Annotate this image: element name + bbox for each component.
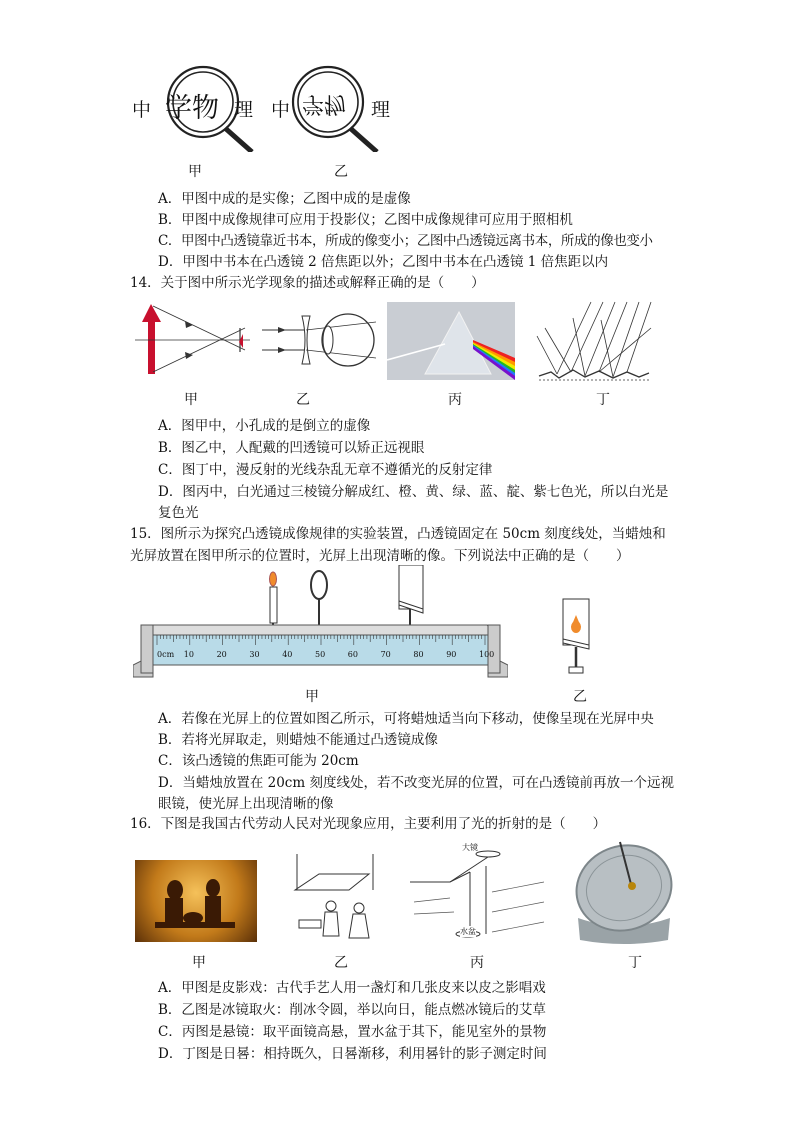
- q14-option-d-cont: 复色光: [158, 505, 199, 521]
- lens-text-a: 学物: [165, 93, 219, 124]
- ruler-label: 80: [413, 650, 424, 659]
- q15-stem-line2: 光屏放置在图甲所示的位置时，光屏上出现清晰的像。下列说法中正确的是（ ）: [130, 548, 630, 564]
- q16-stem: 16．下图是我国古代劳动人民对光现象应用，主要利用了光的折射的是（ ）: [130, 816, 607, 832]
- q14-pinhole-figure: [135, 298, 250, 380]
- ruler-label: 40: [282, 650, 293, 659]
- ruler-label: 70: [380, 650, 391, 659]
- q15-option-b: B．若将光屏取走，则蜡烛不能通过凸透镜成像: [158, 732, 438, 748]
- mag-text-left-a: 中: [132, 99, 152, 121]
- q14-diffuse-reflection-figure: [533, 300, 653, 388]
- q15-caption-yi: 乙: [573, 689, 587, 705]
- mag-text-right-a: 理: [234, 99, 254, 121]
- q15-option-a: A．若像在光屏上的位置如图乙所示，可将蜡烛适当向下移动，使像呈现在光屏中央: [158, 711, 654, 727]
- q14-caption-jia: 甲: [184, 392, 198, 408]
- ruler-label: 90: [446, 650, 457, 659]
- lens-text-b-inverted: 学物: [302, 91, 347, 116]
- q15-option-c: C．该凸透镜的焦距可能为 20cm: [158, 753, 359, 769]
- q13-option-a: A．甲图中成的是实像；乙图中成的是虚像: [158, 191, 411, 207]
- q16-caption-ding: 丁: [628, 955, 642, 971]
- mag-text-right-b: 理: [371, 99, 391, 121]
- q13-caption-jia: 甲: [188, 164, 202, 180]
- q13-option-b: B．甲图中成像规律可应用于投影仪；乙图中成像规律可应用于照相机: [158, 212, 573, 228]
- q15-stem-line1: 15．图所示为探究凸透镜成像规律的实验装置，凸透镜固定在 50cm 刻度线处，当蜡烛和: [130, 526, 666, 542]
- q14-option-a: A．图甲中，小孔成的是倒立的虚像: [158, 418, 371, 434]
- q16-hanging-mirror-image: [410, 842, 544, 942]
- q16-option-a: A．甲图是皮影戏：古代手艺人用一盏灯和几张皮来以皮之影唱戏: [158, 980, 546, 996]
- mirror-label: 大镜: [462, 843, 478, 852]
- q14-caption-ding: 丁: [596, 392, 610, 408]
- q15-option-d-cont: 眼镜，使光屏上出现清晰的像: [158, 796, 334, 812]
- q16-sundial-image: [572, 836, 677, 944]
- ruler-label: 50: [315, 650, 326, 659]
- q16-option-b: B．乙图是冰镜取火：削冰令圆，举以向日，能点燃冰镜后的艾草: [158, 1002, 546, 1018]
- q16-option-c: C．丙图是悬镜：取平面镜高悬，置水盆于其下，能见室外的景物: [158, 1024, 547, 1040]
- ruler-label: 10: [183, 650, 194, 659]
- q16-ice-lens-image: [289, 850, 381, 942]
- ruler-label: 30: [249, 650, 260, 659]
- q14-caption-yi: 乙: [296, 392, 310, 408]
- q16-option-d: D．丁图是日晷：相持既久，日晷渐移，利用晷针的影子测定时间: [158, 1046, 547, 1062]
- q14-caption-bing: 丙: [448, 392, 462, 408]
- q14-option-d: D．图丙中，白光通过三棱镜分解成红、橙、黄、绿、蓝、靛、紫七色光，所以白光是: [158, 484, 669, 500]
- ruler-label: 100: [479, 650, 495, 659]
- q13-magnifier-figure: [130, 62, 400, 152]
- ruler-label: 0cm: [157, 650, 175, 659]
- q15-option-d: D．当蜡烛放置在 20cm 刻度线处，若不改变光屏的位置，可在凸透镜前再放一个远视: [158, 775, 674, 791]
- q15-screen-image-figure: [555, 597, 595, 677]
- q14-option-c: C．图丁中，漫反射的光线杂乱无章不遵循光的反射定律: [158, 462, 493, 478]
- q14-prism-figure: [387, 302, 515, 380]
- q13-option-d: D．甲图中书本在凸透镜 2 倍焦距以外；乙图中书本在凸透镜 1 倍焦距以内: [158, 254, 609, 270]
- q16-caption-jia: 甲: [192, 955, 206, 971]
- ruler-label: 20: [216, 650, 227, 659]
- q14-eye-lens-figure: [258, 312, 376, 372]
- q14-stem: 14．关于图中所示光学现象的描述或解释正确的是（ ）: [130, 275, 485, 291]
- q16-caption-bing: 丙: [470, 955, 484, 971]
- q13-caption-yi: 乙: [334, 164, 348, 180]
- q15-caption-jia: 甲: [305, 689, 319, 705]
- q16-caption-yi: 乙: [334, 955, 348, 971]
- q14-option-b: B．图乙中，人配戴的凹透镜可以矫正远视眼: [158, 440, 425, 456]
- ruler-label: 60: [347, 650, 358, 659]
- q13-option-c: C．甲图中凸透镜靠近书本，所成的像变小；乙图中凸透镜远离书本，所成的像也变小: [158, 233, 653, 249]
- q15-optical-bench-figure: [133, 565, 508, 680]
- mag-text-left-b: 中: [271, 99, 291, 121]
- basin-label: 水盆: [460, 927, 476, 936]
- q16-shadow-puppet-image: [135, 860, 257, 942]
